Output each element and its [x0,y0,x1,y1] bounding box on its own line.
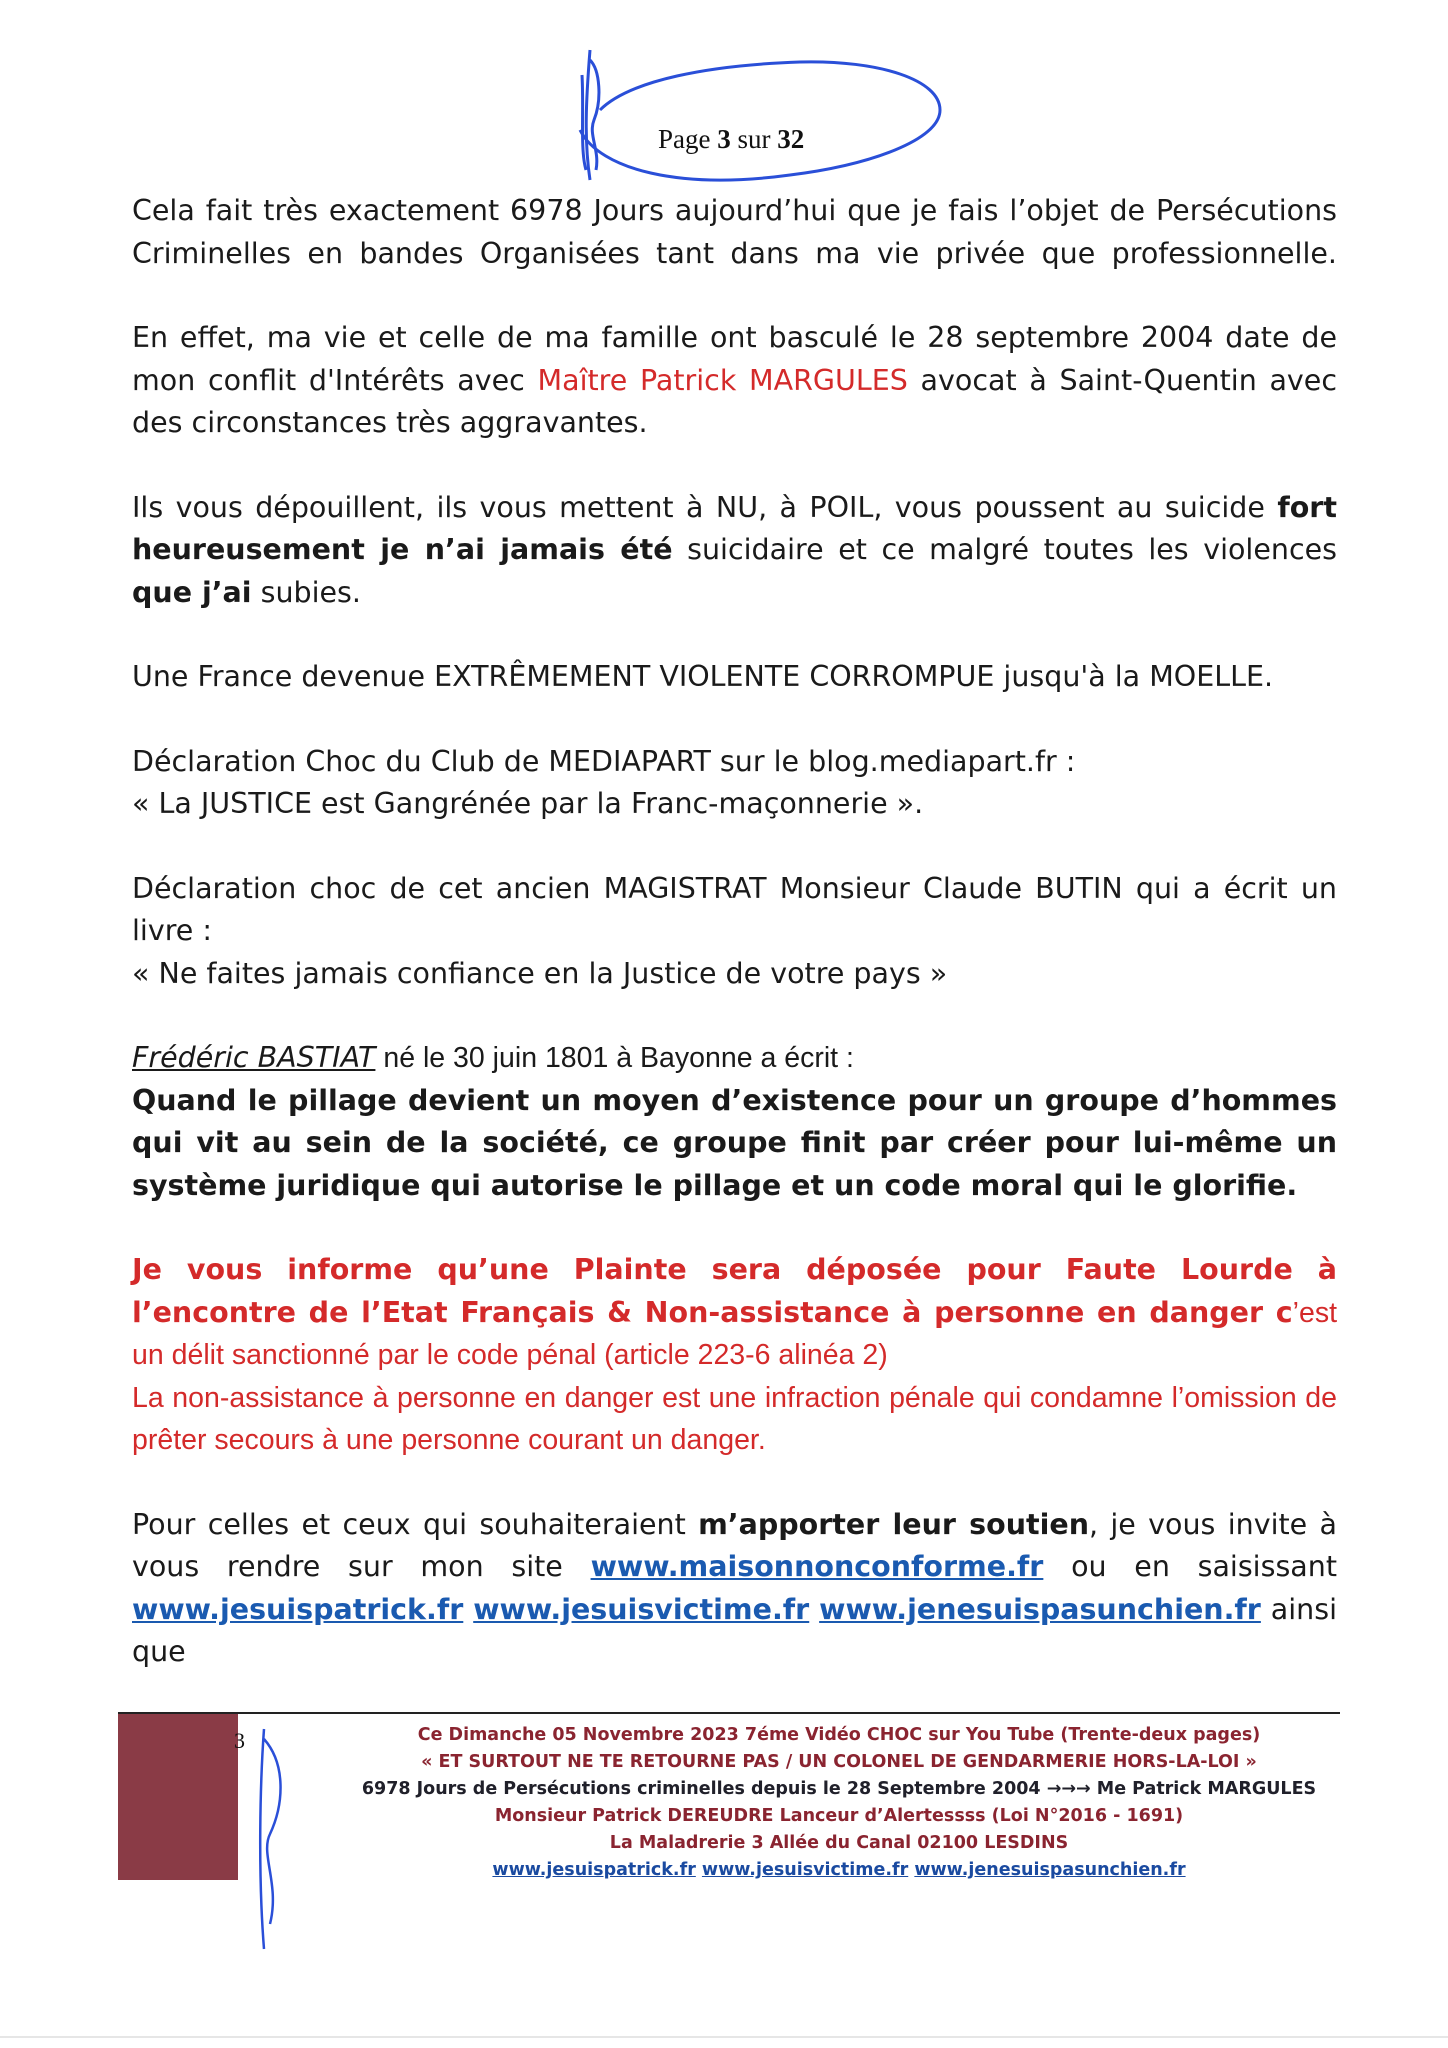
paragraph-complaint: Je vous informe qu’une Plainte sera déposée pour Faute Lourde à l’encontre de l’Etat Français & Non-assistance à personne en danger c’est un délit sanctionné par le code pénal (article 223-6 alinéa 2) La non-assistance à personne en danger est une infraction pénale qui condamne l’omission de prêter secours à une personne courant un danger. [132,1253,1337,1456]
footer-link-jesuispatrick[interactable]: www.jesuispatrick.fr [492,1860,696,1880]
paragraph-mediapart: Déclaration Choc du Club de MEDIAPART sur le blog.mediapart.fr : « La JUSTICE est Gangrénée par la Franc-maçonnerie ». [132,744,1076,820]
paragraph-persecution-days: Cela fait très exactement 6978 Jours aujourd’hui que je fais l’objet de Persécutions Criminelles en bandes Organisées tant dans ma vie privée que professionnelle. [132,194,1337,270]
footer-line-date: Ce Dimanche 05 Novembre 2023 7éme Vidéo CHOC sur You Tube (Trente-deux pages) [417,1725,1261,1745]
link-jesuispatrick[interactable]: www.jesuispatrick.fr [132,1592,464,1626]
footer-line-days: 6978 Jours de Persécutions criminelles depuis le 28 Septembre 2004 →→→ Me Patrick MARGULES [361,1779,1317,1799]
footer-divider [118,1712,1340,1714]
paragraph-bastiat: Frédéric BASTIAT né le 30 juin 1801 à Bayonne a écrit : Quand le pillage devient un moyen d’existence pour un groupe d’hommes qui vit au sein de la société, ce groupe finit par créer pour lui-même un système juridique qui autorise le pillage et un code moral qui le glorifie. [132,1041,1337,1202]
footer-link-jesuisvictime[interactable]: www.jesuisvictime.fr [701,1860,909,1880]
footer-page-number: 3 [234,1728,245,1753]
bastiat-quote: Quand le pillage devient un moyen d’existence pour un groupe d’hommes qui vit au sein de la société, ce groupe finit par créer pour lui-même un système juridique qui autorise le pillage et un code moral qui le glorifie. [132,1083,1337,1202]
footer-links [338,1857,1340,1884]
paragraph-support: Pour celles et ceux qui souhaiteraient m’apporter leur soutien, je vous invite à vous rendre sur mon site www.maisonnonconforme.fr ou en saisissant www.jesuispatrick.fr www.jesuisvictime.fr www.jenesuispasunchien.fr ainsi que [132,1507,1337,1668]
scan-edge-line [0,2036,1448,2038]
footer-line-address: La Maladrerie 3 Allée du Canal 02100 LESDINS [609,1833,1069,1853]
bastiat-name: Frédéric BASTIAT [132,1041,376,1074]
paragraph-france: Une France devenue EXTRÊMEMENT VIOLENTE CORROMPUE jusqu'à la MOELLE. [132,660,1274,693]
link-jesuisvictime[interactable]: www.jesuisvictime.fr [473,1592,810,1626]
page-indicator: Page 3 sur 32 [658,124,805,154]
paragraph-conflict: En effet, ma vie et celle de ma famille ont basculé le 28 septembre 2004 date de mon conflit d'Intérêts avec Maître Patrick MARGULES avocat à Saint-Quentin avec des circonstances très aggravantes. [132,321,1337,439]
link-maisonnonconforme[interactable]: www.maisonnonconforme.fr [590,1550,1044,1583]
link-jenesuispasunchien[interactable]: www.jenesuispasunchien.fr [819,1592,1261,1626]
letter-body [132,190,1337,1716]
paragraph-magistrat: Déclaration choc de cet ancien MAGISTRAT Monsieur Claude BUTIN qui a écrit un livre : « Ne faites jamais confiance en la Justice de votre pays » [132,871,1337,990]
footer-link-jenesuispasunchien[interactable]: www.jenesuispasunchien.fr [914,1860,1186,1880]
paragraph-violence: Ils vous dépouillent, ils vous mettent à NU, à POIL, vous poussent au suicide fort heureusement je n’ai jamais été suicidaire et ce malgré toutes les violences que j’ai subies. [132,490,1337,609]
footer-line-author: Monsieur Patrick DEREUDRE Lanceur d’Alertessss (Loi N°2016 - 1691) [494,1806,1184,1826]
footer-signature [246,1724,306,1954]
header-signature [560,40,960,190]
footer-line-title: « ET SURTOUT NE TE RETOURNE PAS / UN COLONEL DE GENDARMERIE HORS-LA-LOI » [421,1752,1257,1772]
lawyer-name: Maître Patrick MARGULES [537,363,908,397]
footer-info [338,1722,1340,1884]
footer-page-block [118,1714,245,1880]
